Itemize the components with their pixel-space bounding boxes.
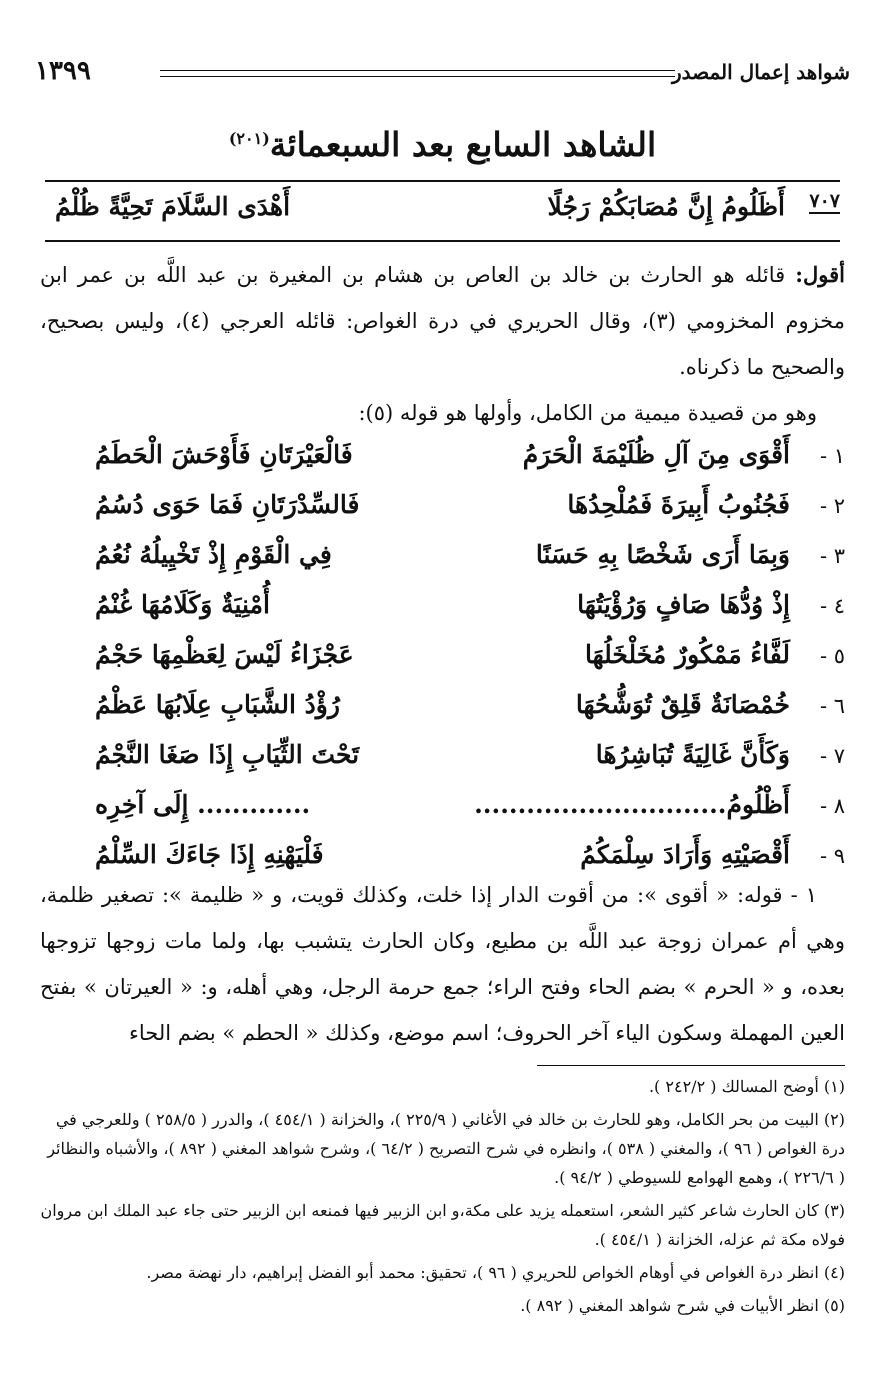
body-paragraph xyxy=(40,390,845,436)
poem-line xyxy=(40,788,845,840)
poem-hemistich-2: رُؤْدُ الشَّبَابِ عِلَابُهَا عَظْمُ xyxy=(95,690,340,719)
poem-hemistich-2: فَالْعَيْرَتَانِ فَأَوْحَشَ الْحَطَمُ xyxy=(95,440,353,469)
verse-number: ٧٠٧ xyxy=(809,190,840,212)
page-number: ١٣٩٩ xyxy=(35,56,91,86)
poem-line xyxy=(40,538,845,590)
poem-line-number: ٢ - xyxy=(819,494,845,518)
poem-hemistich-1: أَقْوَى مِنَ آلِ ظُلَيْمَةَ الْحَرَمُ xyxy=(522,440,790,469)
body-lead: أقول: xyxy=(795,262,845,287)
body-text xyxy=(40,252,845,436)
footnotes xyxy=(40,1072,845,1324)
body-paragraph xyxy=(40,252,845,390)
footnote: (٥) انظر الأبيات في شرح شواهد المغني ( ٨٩٢ ). xyxy=(520,1296,845,1315)
commentary xyxy=(40,872,845,1056)
section-title xyxy=(0,125,885,164)
commentary-text: ١ - قوله: « أقوى »: من أقوت الدار إذا خلت، وكذلك قويت، و « ظليمة »: تصغير ظلمة، وهي أم عمران زوجة عبد اللَّه بن مطيع، وكان الحارث يتشبب بها، ولما مات زوجها تزوجها بعده، و « الحرم » بضم الحاء وفتح الراء؛ جمع حرمة الرجل، وهي أهله، و: « العيرتان » بفتح العين المهملة وسكون الياء آخر الحروف؛ اسم موضع، وكذلك « الحطم » بضم الحاء xyxy=(40,883,845,1045)
poem-line-number: ٤ - xyxy=(819,594,845,618)
poem-hemistich-2: ............. إِلَى آخِرِه xyxy=(95,790,311,819)
poem-line-number: ٧ - xyxy=(819,744,845,768)
poem-line xyxy=(40,488,845,540)
body-paragraph-text: قائله هو الحارث بن خالد بن العاص بن هشام بن المغيرة بن عبد اللَّه بن عمر ابن مخزوم المخزومي (٣)، وقال الحريري في درة الغواص: قائله العرجي (٤)، وليس بصحيح، والصحيح ما ذكرناه. xyxy=(40,263,845,379)
poem-hemistich-2: فَلْيَهْنِهِ إِذَا جَاءَكَ السِّلْمُ xyxy=(95,840,324,869)
section-title-text: الشاهد السابع بعد السبعمائة xyxy=(269,125,657,164)
poem-line xyxy=(40,638,845,690)
poem-hemistich-1: إِذْ وُدُّهَا صَافٍ وَرُؤْيَتُهَا xyxy=(577,590,790,619)
poem-hemistich-1: خُمْصَانَةٌ قَلِقٌ تُوَشُّحُهَا xyxy=(575,690,790,719)
poem-hemistich-1: لَفَّاءُ مَمْكُورٌ مُخَلْخَلُهَا xyxy=(584,640,790,669)
footnote: (٤) انظر درة الغواص في أوهام الخواص للحريري ( ٩٦ )، تحقيق: محمد أبو الفضل إبراهيم، دار نهضة مصر. xyxy=(146,1263,845,1282)
body-paragraph-text: وهو من قصيدة ميمية من الكامل، وأولها هو قوله (٥): xyxy=(358,401,817,425)
poem-line-number: ٩ - xyxy=(819,844,845,868)
footnote: (٢) البيت من بحر الكامل، وهو للحارث بن خالد في الأغاني ( ٢٢٥/٩ )، والخزانة ( ٤٥٤/١ )، والدرر ( ٢٥٨/٥ ) وللعرجي في درة الغواص ( ٩٦ )، والمغني ( ٥٣٨ )، وانظره في شرح التصريح ( ٦٤/٢ )، وشرح شواهد المغني ( ٨٩٢ )، والأشباه والنظائر ( ٢٢٦/٦ )، وهمع الهوامع للسيوطي ( ٩٤/٢ ). xyxy=(47,1110,845,1187)
poem-hemistich-1: أَقْصَيْتِهِ وَأَرَادَ سِلْمَكُمُ xyxy=(580,840,790,869)
poem-line xyxy=(40,588,845,640)
running-head xyxy=(35,58,850,90)
verse-hemistich-1: أَظَلُومُ إِنَّ مُصَابَكُمْ رَجُلًا xyxy=(547,192,785,221)
footnote: (١) أوضح المسالك ( ٢٤٢/٢ ). xyxy=(648,1077,845,1096)
poem-hemistich-2: عَجْزَاءُ لَيْسَ لِعَظْمِهَا حَجْمُ xyxy=(95,640,354,669)
poem-hemistich-2: فَالسِّدْرَتَانِ فَمَا حَوَى دُسُمُ xyxy=(95,490,360,519)
poem-hemistich-1: وَبِمَا أَرَى شَخْصًا بِهِ حَسَنًا xyxy=(535,540,790,569)
running-head-rule xyxy=(160,70,675,77)
poem-line-number: ٦ - xyxy=(819,694,845,718)
footnote-rule xyxy=(537,1065,845,1066)
running-head-title: شواهد إعمال المصدر xyxy=(671,60,850,84)
section-title-note: (٢٠١) xyxy=(228,129,270,148)
poem-hemistich-1: أَظْلُومُ............................. xyxy=(474,790,790,819)
poem-line-number: ١ - xyxy=(819,444,845,468)
poem-line xyxy=(40,688,845,740)
poem-line-number: ٥ - xyxy=(819,644,845,668)
poem-line xyxy=(40,738,845,790)
poem-line xyxy=(40,438,845,490)
witness-verse xyxy=(45,180,840,242)
poem-line-number: ٨ - xyxy=(819,794,845,818)
poem-line-number: ٣ - xyxy=(819,544,845,568)
poem-hemistich-1: وَكَأَنَّ غَالِيَةً تُبَاشِرُهَا xyxy=(595,740,790,769)
footnote: (٣) كان الحارث شاعر كثير الشعر، استعمله يزيد على مكة،و ابن الزبير فيها فمنعه ابن الزبير حتى جاء عبد الملك ابن مروان فولاه مكة ثم عزله، الخزانة ( ٤٥٤/١ ). xyxy=(40,1201,845,1249)
poem-hemistich-2: تَحْتَ الثِّيَابِ إِذَا صَغَا النَّجْمُ xyxy=(95,740,360,769)
poem-hemistich-2: فِي الْقَوْمِ إِذْ تَخْيِيلُهُ نُعُمُ xyxy=(95,540,332,569)
poem-hemistich-2: أُمْنِيَةٌ وَكَلَامُهَا غُنْمُ xyxy=(95,590,270,619)
verse-hemistich-2: أَهْدَى السَّلَامَ تَحِيَّةً ظُلْمُ xyxy=(55,192,291,221)
poem-hemistich-1: فَجُنُوبُ أَبِيرَةَ فَمُلْحِدُهَا xyxy=(567,490,790,519)
